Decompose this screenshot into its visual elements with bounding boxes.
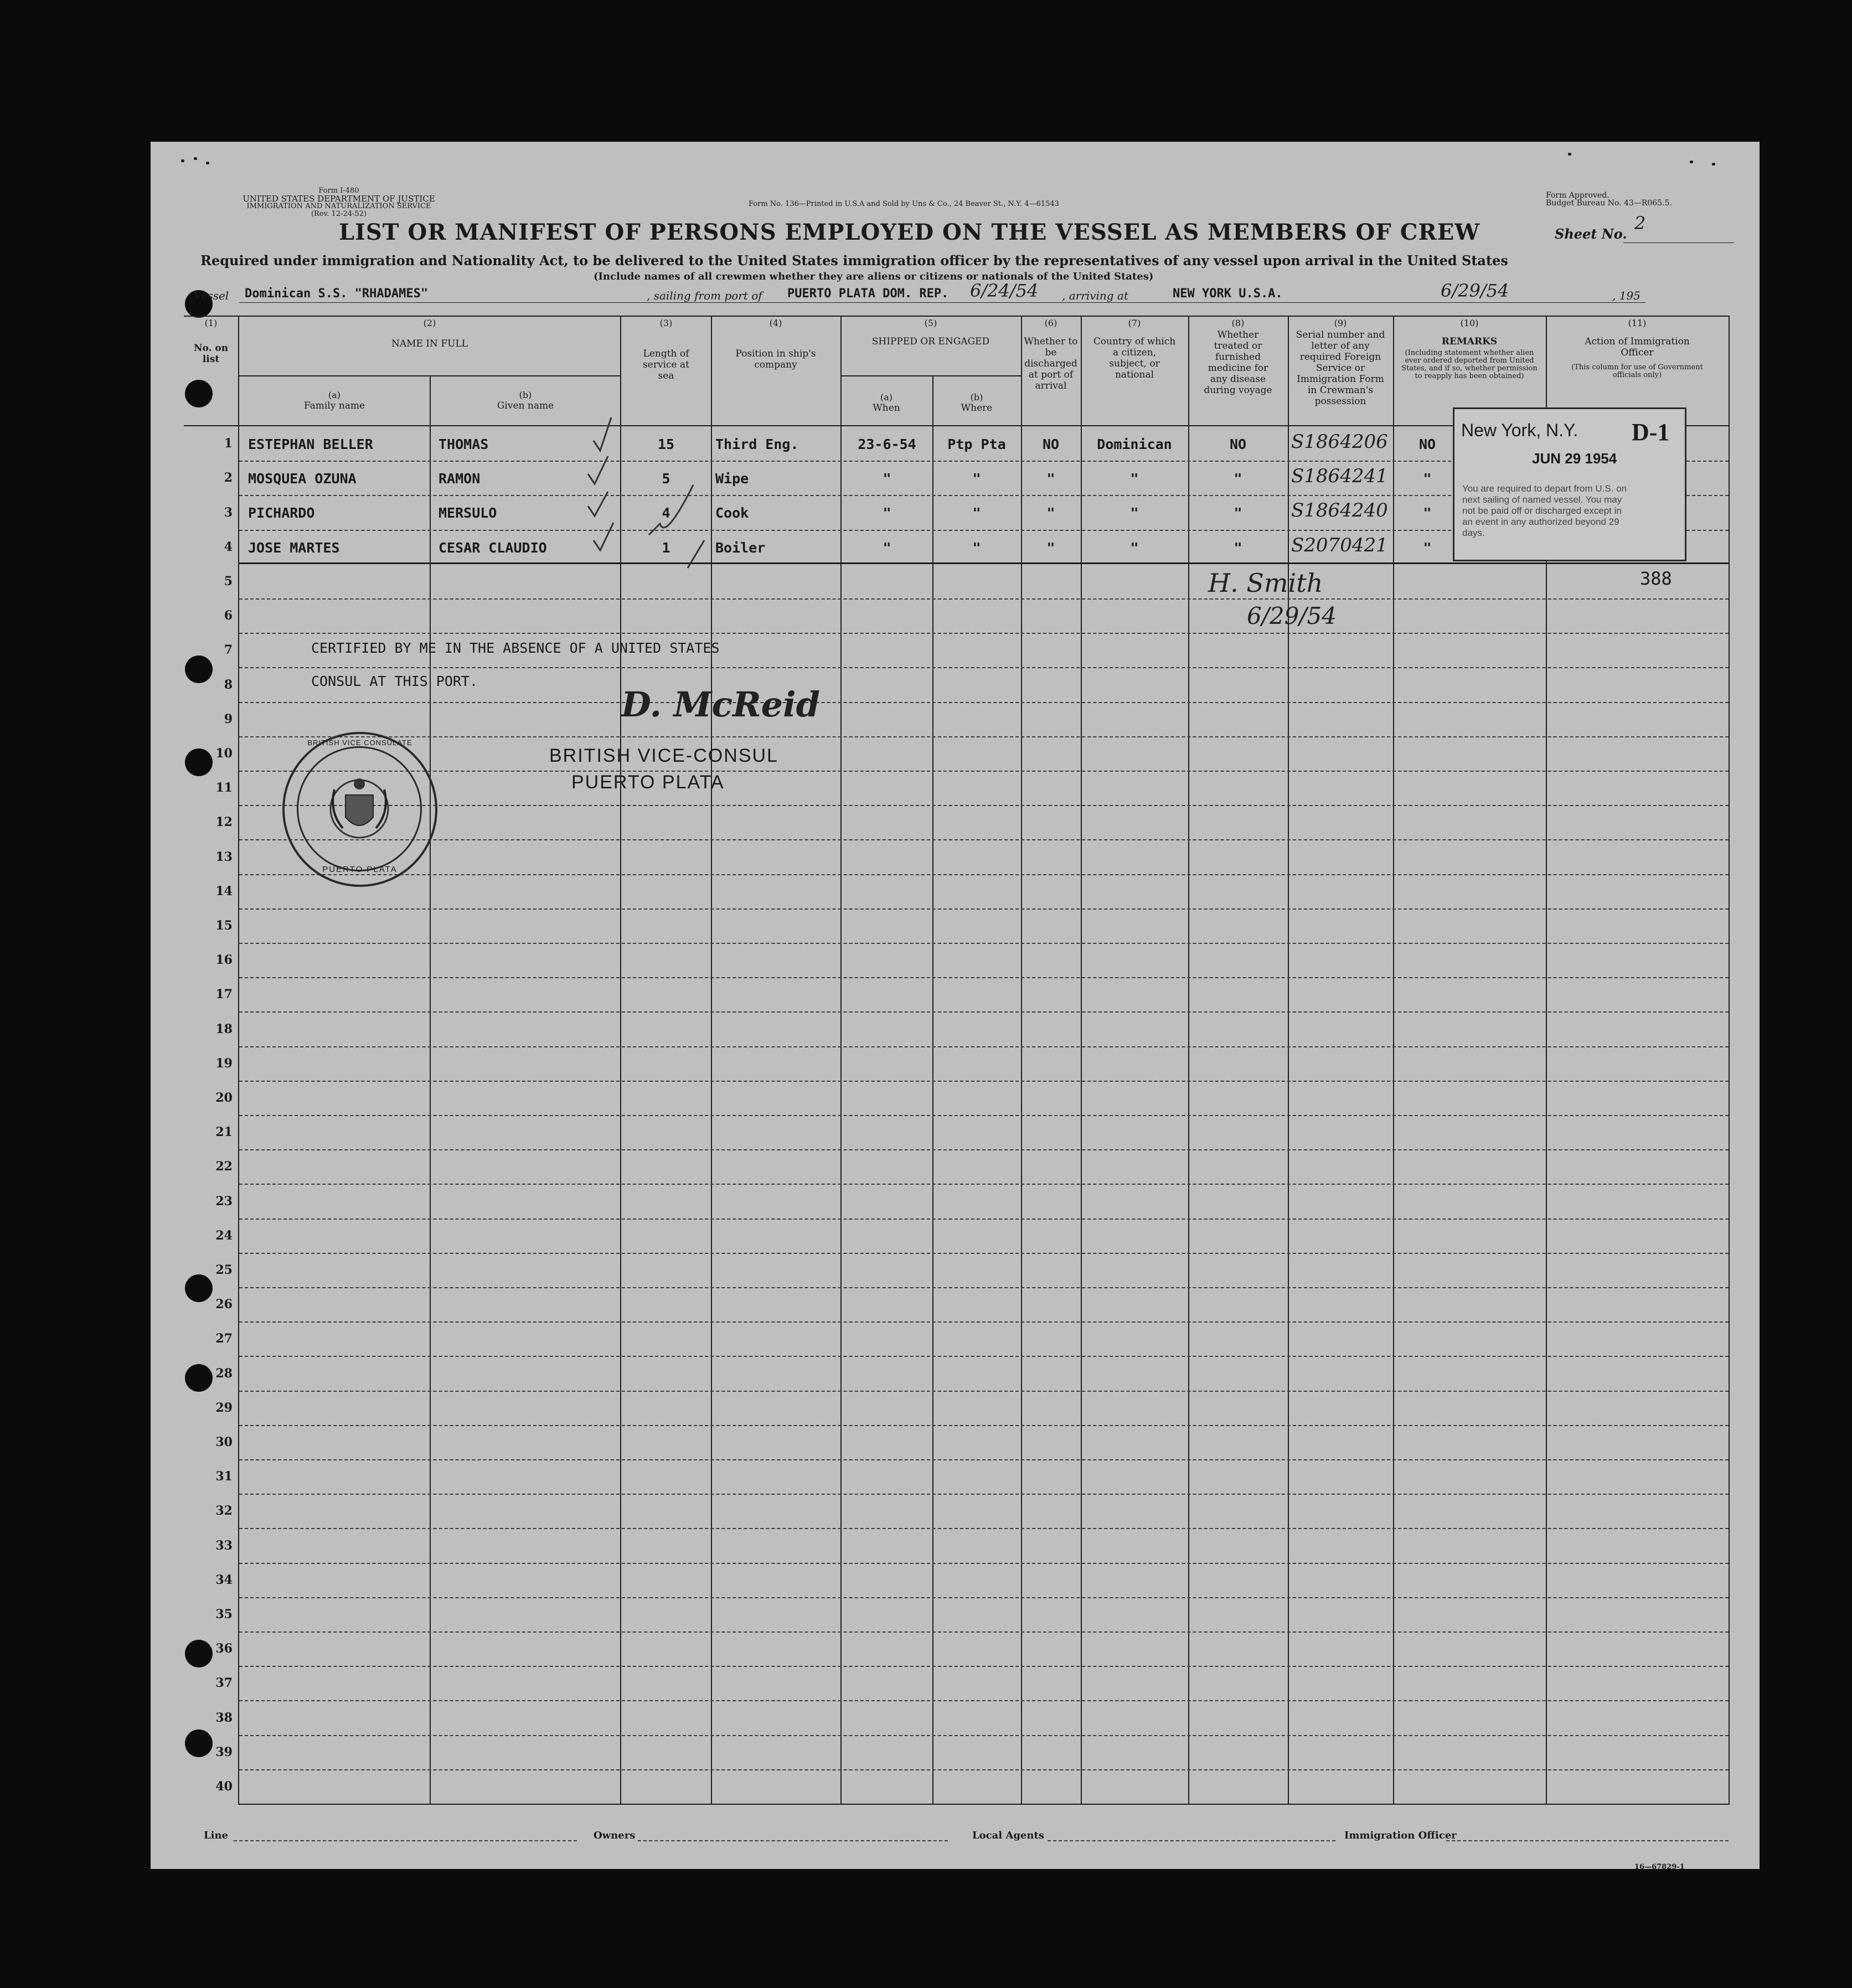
crew-position: Cook [715, 505, 749, 521]
crew-shipped-where: " [972, 471, 981, 487]
arriving-port: NEW YORK U.S.A. [1173, 287, 1283, 301]
header-position [712, 318, 839, 370]
header-label: NAME IN FULL [391, 338, 468, 349]
row-rule [239, 633, 1729, 634]
header-label: Position in ship's company [735, 348, 816, 370]
manifest-sheet [151, 142, 1760, 1869]
header-label: Action of Immigration Officer [1585, 336, 1690, 358]
row-number: 37 [215, 1676, 233, 1690]
sailing-port: PUERTO PLATA DOM. REP. [787, 287, 949, 301]
row-number: 15 [215, 918, 233, 933]
header-num: (6) [1044, 318, 1057, 328]
row-rule [239, 1046, 1729, 1047]
header-when [842, 392, 931, 414]
consular-seal [282, 732, 437, 887]
footer-officer-field [1446, 1840, 1729, 1841]
form-subtitle-note: (Include names of all crewmen whether they are aliens or citizens or nationals of the United States) [594, 271, 1154, 282]
seal-top-text: BRITISH VICE CONSULATE [307, 739, 412, 747]
crew-family-name: MOSQUEA OZUNA [248, 471, 357, 487]
check-mark-4 [594, 523, 613, 550]
header-label: Length of service at sea [643, 348, 689, 381]
scan-speck [1712, 163, 1715, 166]
row-number: 20 [215, 1091, 233, 1105]
coat-of-arms-icon [318, 767, 401, 850]
header-length-of-service [622, 318, 710, 381]
header-label: Family name [303, 400, 365, 411]
crew-family-name: JOSE MARTES [248, 540, 340, 556]
table-top-border [184, 316, 1729, 317]
crew-shipped-where: " [972, 540, 981, 556]
header-serial-number [1289, 318, 1392, 407]
row-number: 32 [215, 1504, 233, 1518]
row-number: 12 [215, 815, 233, 829]
vessel-name: Dominican S.S. "RHADAMES" [245, 287, 429, 301]
crew-remarks: NO [1418, 436, 1436, 452]
row-number: 23 [215, 1194, 233, 1209]
row-number: 39 [215, 1745, 233, 1759]
scan-speck [206, 162, 209, 164]
row-rule [239, 1391, 1729, 1392]
scan-speck [181, 159, 184, 162]
header-num: (a) [328, 390, 341, 400]
stamp-date: JUN 29 1954 [1532, 450, 1617, 467]
row-number: 25 [215, 1263, 233, 1277]
arriving-label: , arriving at [1062, 289, 1128, 302]
crew-position: Third Eng. [715, 436, 799, 452]
row-number: 24 [215, 1228, 233, 1243]
row-number: 3 [224, 505, 233, 520]
inspector-signature: H. Smith [1208, 568, 1323, 598]
header-num: (8) [1231, 318, 1245, 328]
row-number: 6 [224, 608, 233, 623]
footer-owners-field [638, 1840, 948, 1841]
row-rule [239, 598, 1729, 600]
scan-speck [1690, 161, 1693, 163]
approval-block [1546, 192, 1745, 207]
row-rule [239, 1459, 1729, 1460]
crew-country: " [1130, 471, 1139, 487]
row-number: 34 [215, 1573, 233, 1587]
certification-line-2: CONSUL AT THIS PORT. [311, 673, 478, 689]
sheet-rule [1623, 242, 1734, 243]
row-number: 33 [215, 1538, 233, 1553]
form-id-block [195, 187, 483, 218]
header-num: (5) [924, 318, 937, 328]
row-number: 30 [215, 1435, 233, 1449]
row-number: 28 [215, 1366, 233, 1381]
row-number: 35 [215, 1607, 233, 1622]
footer-owners-label: Owners [594, 1830, 636, 1841]
header-label: SHIPPED OR ENGAGED [871, 336, 990, 347]
check-marks [450, 402, 760, 585]
crew-shipped-when: " [883, 540, 891, 556]
scan-speck [194, 157, 197, 160]
row-number: 16 [215, 953, 233, 967]
row-number: 7 [224, 643, 233, 657]
header-note: (Including statement whether alien ever ordered deported from United States, and if so, whether permission to reapply has been obtained) [1401, 349, 1538, 380]
row-number: 26 [215, 1297, 233, 1311]
col-divider [238, 316, 239, 1805]
row-number: 4 [224, 540, 233, 554]
header-note: (This column for use of Government officials only) [1571, 363, 1703, 379]
row-rule [239, 943, 1729, 944]
check-mark-1 [594, 417, 611, 451]
crew-discharge: NO [1042, 436, 1060, 452]
consul-signature: D. McReid [621, 684, 820, 725]
crew-position: Boiler [715, 540, 766, 556]
header-num: (11) [1628, 318, 1647, 328]
col-divider [932, 375, 933, 1805]
vessel-label: Vessel [194, 289, 229, 302]
consul-port: PUERTO PLATA [571, 772, 725, 793]
row-number: 40 [215, 1779, 233, 1794]
row-rule [239, 908, 1729, 910]
header-label: Country of which a citizen, subject, or national [1093, 336, 1176, 380]
header-shipped-engaged [842, 318, 1020, 347]
sailing-date: 6/24/54 [970, 280, 1039, 301]
sheet-label: Sheet No. [1555, 226, 1627, 242]
col-divider [840, 316, 842, 1805]
crew-remarks: " [1423, 540, 1432, 556]
row-rule [239, 667, 1729, 668]
header-country [1082, 318, 1187, 380]
crew-family-name: PICHARDO [248, 505, 315, 521]
inspector-date: 6/29/54 [1247, 602, 1337, 629]
header-family-name [239, 390, 430, 411]
punch-hole [185, 380, 213, 407]
header-label: Whether treated or furnished medicine for any disease during voyage [1204, 329, 1272, 396]
crew-medicine: " [1234, 471, 1242, 487]
sailing-label: , sailing from port of [647, 289, 762, 302]
row-number: 1 [224, 436, 233, 451]
row-number: 19 [215, 1056, 233, 1071]
check-mark-3 [588, 492, 608, 516]
punch-hole [185, 1640, 213, 1667]
crew-country: Dominican [1097, 436, 1172, 452]
header-label: Serial number and letter of any required Foreign Service or Immigration Form in Crewman's possession [1296, 329, 1385, 407]
row-rule [239, 1356, 1729, 1357]
header-name-in-full [239, 318, 620, 349]
row-number: 27 [215, 1331, 233, 1346]
row-number: 36 [215, 1641, 233, 1656]
header-discharged [1022, 318, 1080, 391]
row-rule [239, 702, 1729, 703]
row-rule [239, 1666, 1729, 1667]
header-label: Given name [497, 400, 554, 411]
row-rule [239, 1287, 1729, 1288]
header-num: (9) [1334, 318, 1347, 328]
row-rule [239, 1011, 1729, 1013]
crew-serial-number: S1864206 [1291, 431, 1388, 453]
row-rule [239, 1631, 1729, 1633]
row-number: 10 [215, 746, 233, 761]
header-remarks [1394, 318, 1545, 380]
row-rule [239, 1769, 1729, 1770]
crew-given-name: CESAR CLAUDIO [439, 540, 547, 556]
row-rule [239, 1494, 1729, 1495]
header-num: (b) [970, 392, 983, 402]
sheet-number: 2 [1634, 213, 1646, 234]
row-number: 8 [224, 678, 233, 692]
crew-remarks: " [1423, 505, 1432, 521]
stamp-code: D-1 [1632, 419, 1670, 446]
row-rule [239, 1184, 1729, 1185]
header-label: Where [961, 402, 993, 414]
department: UNITED STATES DEPARTMENT OF JUSTICE [243, 194, 435, 204]
col-divider [1081, 316, 1082, 1805]
crew-medicine: NO [1229, 436, 1247, 452]
punch-hole [185, 748, 213, 776]
form-approved: Form Approved. [1546, 191, 1609, 200]
row-rule [239, 771, 1729, 772]
revision: (Rev. 12-24-52) [311, 210, 367, 218]
crew-discharge: " [1046, 540, 1055, 556]
crew-serial-number: S2070421 [1291, 534, 1388, 556]
crew-given-name: MERSULO [439, 505, 497, 521]
form-number: Form I-480 [318, 187, 359, 195]
row-rule [239, 1597, 1729, 1598]
row-number: 13 [215, 850, 233, 864]
row-number: 21 [215, 1125, 233, 1139]
crew-service-length: 4 [662, 505, 670, 521]
crew-medicine: " [1234, 505, 1242, 521]
row-rule [239, 1700, 1729, 1701]
col-divider [1188, 316, 1189, 1805]
crew-shipped-where: Ptp Pta [947, 436, 1006, 452]
form-subtitle: Required under immigration and Nationality Act, to be delivered to the United States immigration officer by the representatives of any vessel upon arrival in the United States [200, 252, 1508, 268]
header-num: (4) [769, 318, 782, 328]
row-number: 17 [215, 987, 233, 1001]
punch-hole [185, 1274, 213, 1302]
crew-country: " [1130, 540, 1139, 556]
crew-country: " [1130, 505, 1139, 521]
row-rule [239, 839, 1729, 840]
row-rule [239, 874, 1729, 875]
row-rule [239, 1425, 1729, 1426]
row-rule [239, 1149, 1729, 1150]
row-number: 18 [215, 1022, 233, 1036]
crew-service-length: 15 [657, 436, 675, 452]
year-suffix: , 195 [1612, 289, 1641, 302]
header-label: No. on list [193, 343, 229, 365]
row-number: 9 [224, 712, 233, 726]
header-immigration-action [1547, 318, 1727, 379]
printer-line: Form No. 136—Printed in U.S.A and Sold by Uns & Co., 24 Beaver St., N.Y. 4—61543 [749, 200, 1059, 208]
row-number: 11 [215, 781, 233, 795]
seal-bottom-text: PUERTO PLATA [322, 865, 398, 874]
row-rule [239, 977, 1729, 978]
header-num: (7) [1128, 318, 1141, 328]
row-number: 31 [215, 1469, 233, 1484]
crew-shipped-when: 23-6-54 [858, 436, 916, 452]
header-num: (10) [1460, 318, 1479, 328]
row-rule [239, 1253, 1729, 1254]
row-rule [239, 736, 1729, 737]
header-label: Whether to be discharged at port of arrival [1024, 336, 1078, 391]
stamp-notice: You are required to depart from U.S. on next sailing of named vessel. You may not be paid off or discharged except in an event in any authorized beyond 29 days. [1462, 483, 1627, 538]
budget-bureau: Budget Bureau No. 43—R065.5. [1546, 199, 1672, 208]
row-number: 2 [224, 471, 233, 485]
scan-speck [1568, 153, 1571, 156]
crew-service-length: 1 [662, 540, 670, 556]
immigration-stamp [1453, 407, 1686, 561]
crew-given-name: THOMAS [439, 436, 489, 452]
header-num: (b) [519, 390, 532, 400]
table-right-border [1729, 316, 1730, 1805]
row-rule [239, 1321, 1729, 1323]
header-label: REMARKS [1441, 336, 1498, 347]
crew-shipped-where: " [972, 505, 981, 521]
crew-shipped-when: " [883, 471, 891, 487]
header-num: (2) [423, 318, 436, 328]
row-rule [239, 1528, 1729, 1529]
crew-serial-number: S1864241 [1291, 465, 1388, 487]
crew-remarks: " [1423, 471, 1432, 487]
crew-serial-number: S1864240 [1291, 499, 1388, 521]
header-medicine [1189, 318, 1287, 396]
table-bottom-border [239, 1804, 1729, 1805]
header-num: (a) [880, 392, 893, 402]
header-label: When [873, 402, 900, 414]
row-rule [239, 1115, 1729, 1116]
voyage-rule [239, 302, 1645, 303]
punch-hole [185, 1729, 213, 1757]
row-number: 38 [215, 1711, 233, 1725]
row-rule [239, 1081, 1729, 1082]
footer-line-field [234, 1840, 577, 1841]
row-number: 5 [224, 574, 233, 588]
footer-officer-label: Immigration Officer [1344, 1830, 1457, 1841]
service: IMMIGRATION AND NATURALIZATION SERVICE [246, 202, 431, 210]
crew-discharge: " [1046, 471, 1055, 487]
footer-agents-field [1048, 1840, 1335, 1841]
row-rule [239, 805, 1729, 806]
crew-service-length: 5 [662, 471, 670, 487]
crew-given-name: RAMON [439, 471, 481, 487]
row-rule [239, 1735, 1729, 1736]
col-divider [430, 375, 431, 1805]
row-rule [239, 1563, 1729, 1564]
footer-form-code: 16—67829-1 [1634, 1863, 1685, 1869]
punch-hole [185, 1364, 213, 1392]
header-no-on-list [185, 318, 237, 365]
punch-hole [185, 655, 213, 683]
row-rule [239, 1218, 1729, 1220]
crew-family-name: ESTEPHAN BELLER [248, 436, 373, 452]
form-title: LIST OR MANIFEST OF PERSONS EMPLOYED ON THE VESSEL AS MEMBERS OF CREW [339, 219, 1480, 245]
col-divider [1021, 316, 1022, 1805]
check-mark-2 [588, 456, 608, 484]
shipped-subheader-rule [840, 375, 1021, 376]
header-where [933, 392, 1020, 414]
crew-position: Wipe [715, 471, 749, 487]
header-num: (3) [659, 318, 673, 328]
consul-title: BRITISH VICE-CONSUL [549, 745, 778, 766]
crew-discharge: " [1046, 505, 1055, 521]
stamp-place: New York, N.Y. [1461, 420, 1578, 440]
row-number: 22 [215, 1159, 233, 1174]
header-num: (1) [204, 318, 218, 328]
row-number: 14 [215, 884, 233, 899]
row-number: 29 [215, 1401, 233, 1415]
inspector-mark: 388 [1640, 568, 1672, 589]
crew-shipped-when: " [883, 505, 891, 521]
crew-medicine: " [1234, 540, 1242, 556]
footer-agents-label: Local Agents [972, 1830, 1044, 1841]
certification-line-1: CERTIFIED BY ME IN THE ABSENCE OF A UNITED STATES [311, 640, 720, 656]
col-divider [1288, 316, 1289, 1805]
arrival-date: 6/29/54 [1441, 280, 1509, 301]
footer-line-label: Line [204, 1830, 229, 1841]
